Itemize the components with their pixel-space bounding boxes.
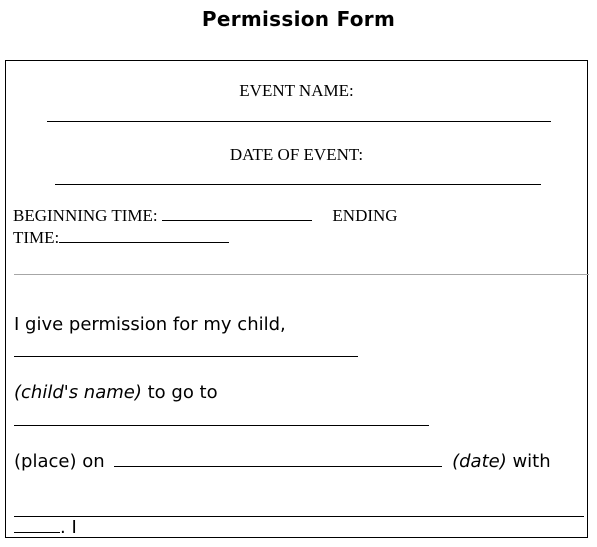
place-field[interactable] (14, 425, 429, 426)
page-title: Permission Form (201, 7, 396, 31)
date-field[interactable] (114, 465, 442, 467)
short-field[interactable] (14, 531, 60, 533)
permission-line-1: I give permission for my child, (14, 314, 286, 335)
permission-line-4 (14, 517, 77, 538)
event-name-field[interactable] (47, 121, 551, 122)
event-name-label: EVENT NAME: (239, 81, 354, 100)
date-hint: (date) (452, 451, 507, 472)
time-row (13, 206, 398, 226)
ending-time-label: TIME: (13, 228, 60, 247)
ending-time-field[interactable] (59, 241, 229, 243)
ending-time-row (13, 228, 229, 248)
child-name-field[interactable] (14, 356, 358, 357)
form-box (5, 60, 588, 538)
beginning-time-field[interactable] (162, 219, 312, 221)
permission-line-2 (14, 382, 218, 403)
permission-line-3 (14, 451, 551, 472)
last-fragment: . I (60, 517, 77, 538)
childs-name-hint: (child's name) (14, 382, 142, 403)
date-of-event-field[interactable] (55, 184, 541, 185)
beginning-time-label: BEGINNING TIME: (13, 206, 158, 225)
date-of-event-label: DATE OF EVENT: (229, 145, 364, 164)
section-divider (14, 274, 589, 275)
place-hint: (place) on (14, 451, 105, 472)
ending-label: ENDING (332, 206, 398, 225)
with-field[interactable] (14, 516, 584, 517)
to-go-to-text: to go to (141, 382, 218, 403)
with-text: with (506, 451, 551, 472)
